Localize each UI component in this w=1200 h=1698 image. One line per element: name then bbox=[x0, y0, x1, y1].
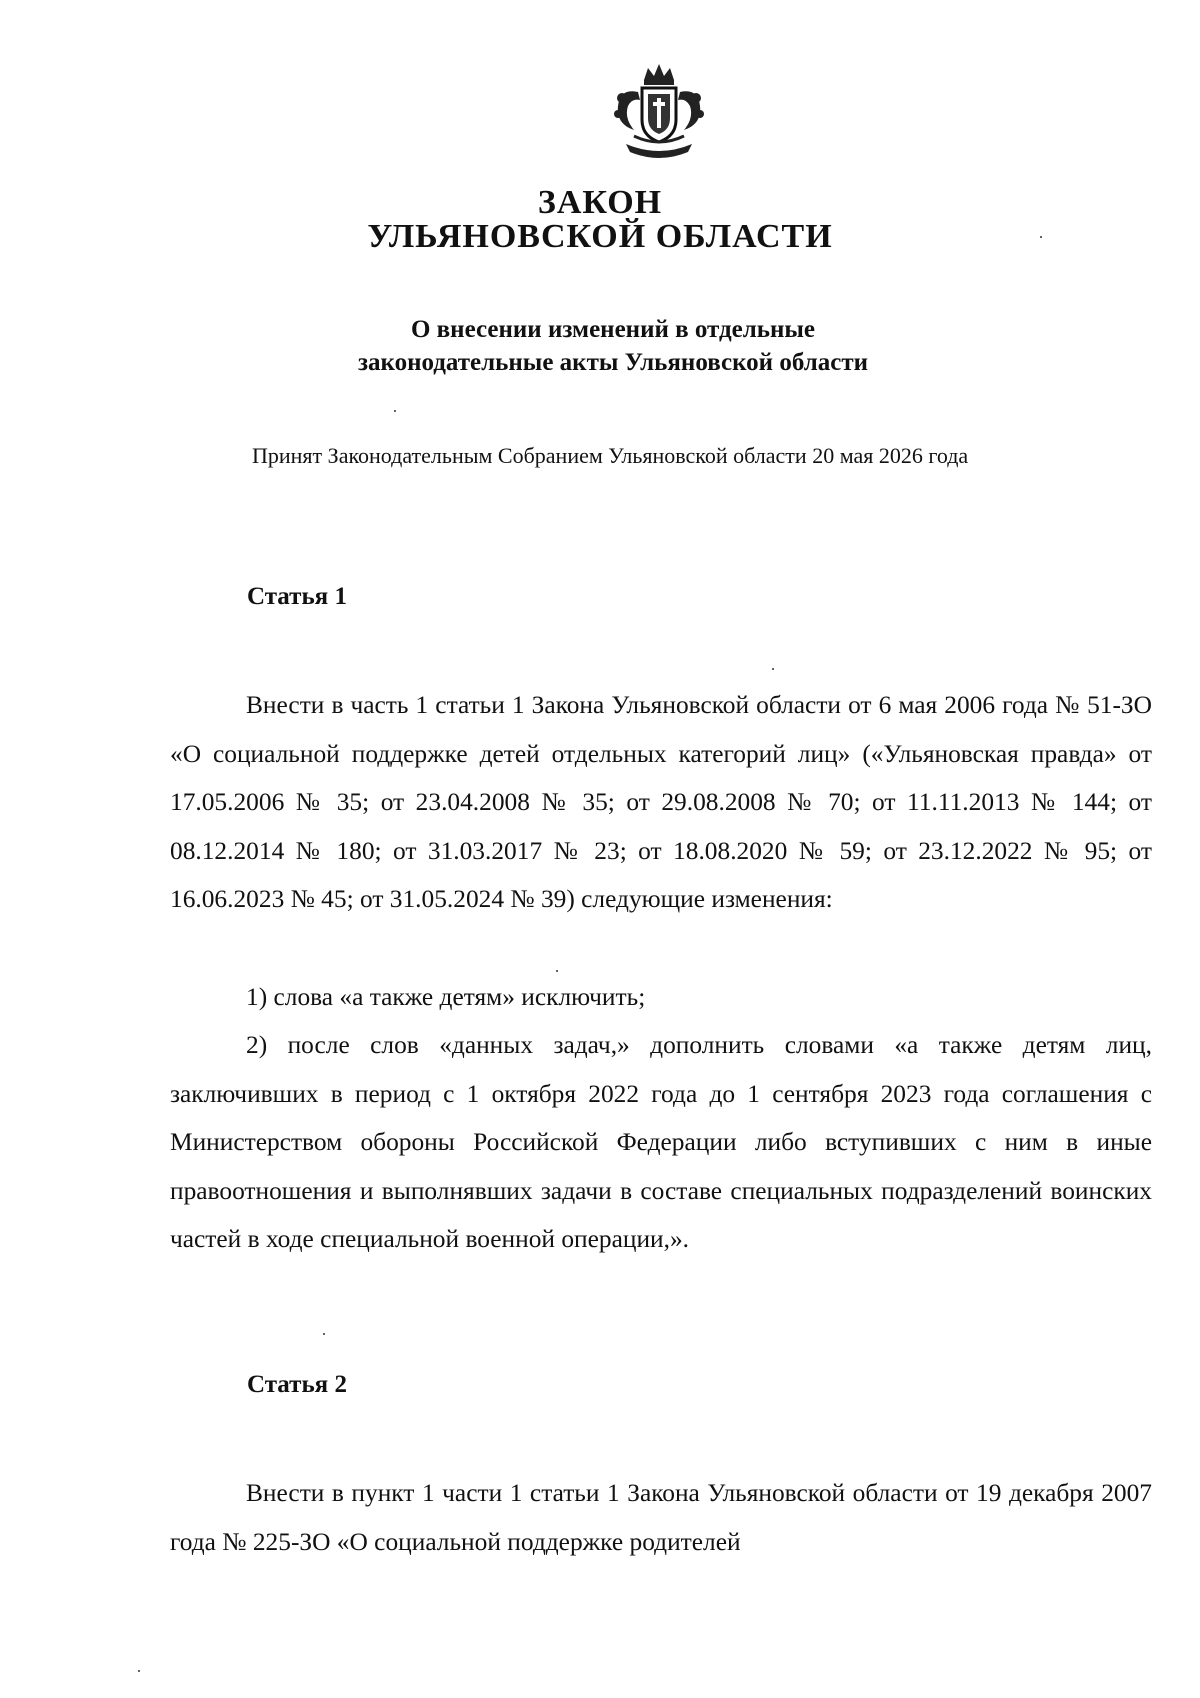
scan-speck bbox=[1040, 236, 1042, 238]
article2-heading: Статья 2 bbox=[247, 1371, 347, 1398]
article1-item1: 1) слова «а также детям» исключить; bbox=[246, 983, 646, 1011]
scan-speck bbox=[556, 970, 558, 972]
law-subject-line1: О внесении изменений в отдельные bbox=[410, 316, 816, 343]
law-title-line1: ЗАКОН bbox=[537, 184, 663, 221]
article2-intro: Внести в пункт 1 части 1 статьи 1 Закона Ульяновской области от 19 декабря 2007 года № 225-ЗО «О социальной поддержке родителей bbox=[170, 1479, 1152, 1556]
article1-heading: Статья 1 bbox=[247, 583, 347, 610]
adoption-note: Принят Законодательным Собранием Ульяновской области 20 мая 2026 года bbox=[252, 443, 969, 468]
scan-speck bbox=[138, 1670, 140, 1672]
coat-of-arms-icon bbox=[604, 58, 714, 168]
article1-intro: Внести в часть 1 статьи 1 Закона Ульяновской области от 6 мая 2006 года № 51-ЗО «О социальной поддержке детей отдельных категорий лиц» («Ульяновская правда» от 17.05.2006 № 35; от 23.04.2008 № 35; от 29.08.2008 № 70; от 11.11.2013 № 144; от 08.12.2014 № 180; от 31.03.2017 № 23; от 18.08.2020 № 59; от 23.12.2022 № 95; от 16.06.2023 № 45; от 31.05.2024 № 39) следующие изменения: bbox=[170, 691, 1152, 913]
article1-item2: 2) после слов «данных задач,» дополнить словами «а также детям лиц, заключивших в период с 1 октября 2022 года до 1 сентября 2023 года соглашения с Министерством обороны Российской Федерации либо вступивших с ним в иные правоотношения и выполнявших задачи в составе специальных подразделений воинских частей в ходе специальной военной операции,». bbox=[170, 1031, 1152, 1253]
law-subject bbox=[0, 313, 1200, 379]
scan-speck bbox=[323, 1333, 325, 1335]
law-subject-line2: законодательные акты Ульяновской области bbox=[357, 349, 869, 376]
scan-speck bbox=[394, 410, 396, 412]
law-title-line2: УЛЬЯНОВСКОЙ ОБЛАСТИ bbox=[367, 218, 833, 255]
scan-speck bbox=[772, 668, 774, 670]
